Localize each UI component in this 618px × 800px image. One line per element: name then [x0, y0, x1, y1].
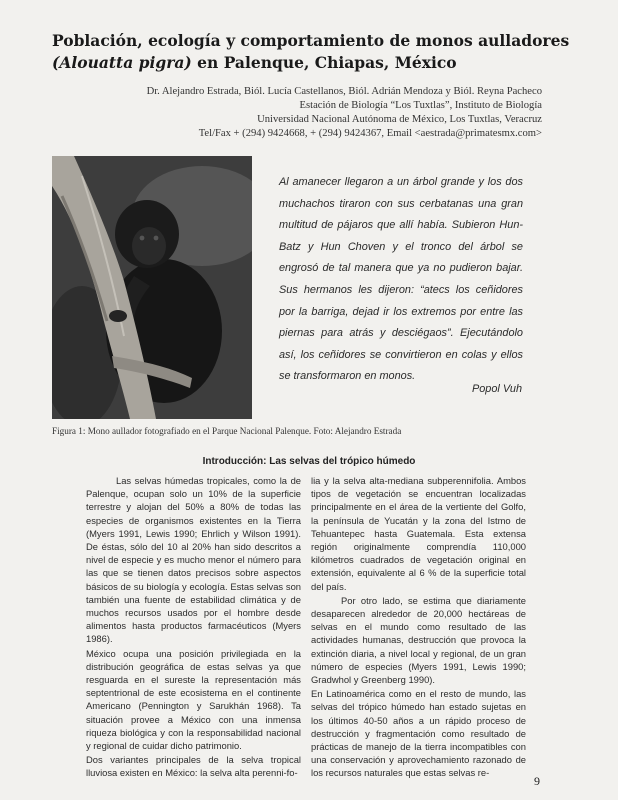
figure-caption: Figura 1: Mono aullador fotografiado en el Parque Nacional Palenque. Foto: Alejandro Estrada: [52, 426, 402, 436]
paragraph: Las selvas húmedas tropicales, como la de Palenque, ocupan solo un 10% de la superficie terrestre y alojan del 50% a 80% de todas las especies de organismos existentes en la Tierra (Myers 1991, Lewis 1990; Ehrlich y Wilson 1991). De éstas, sólo del 10 al 20% han sido descritos a nivel de especie y es mucho menor el número para las que se tienen datos precisos sobre aspectos básicos de su biología y ecología. Estas selvas son también una fuente de estabilidad climática y de muchos recursos usados por el hombre desde alimentos hasta productos farmacéuticos (Myers 1986).: [86, 475, 301, 645]
paragraph: En Latinoamérica como en el resto de mundo, las selvas del trópico húmedo han estado sujetas en los últimos 40-50 años a un rápido proceso de destrucción y fragmentación como resultado de prácticas de manejo de la tierra incompatibles con una conservación y aprovechamiento razonado de los recursos naturales que estas selvas re-: [311, 688, 526, 779]
title-line-1: Población, ecología y comportamiento de monos aulladores: [52, 31, 570, 50]
section-heading: Introducción: Las selvas del trópico húmedo: [202, 456, 416, 467]
paragraph: México ocupa una posición privilegiada en la distribución geográfica de estas selvas ya que resguarda en el sureste la representación más septentrional de este ecosistema en el continente Americano (Pennington y Sarukhán 1968). Ta situación provee a México con una inmensa riqueza biológica y con la responsabilidad nacional y regional de cuidar dicho patrimonio.: [86, 647, 301, 752]
title-species: (Alouatta pigra): [52, 53, 192, 72]
monkey-illustration: [52, 156, 252, 419]
paragraph: Por otro lado, se estima que diariamente desaparecen alrededor de 20,000 hectáreas de selvas en el mundo como resultado de las actividades humanas, destrucción que provoca la extinción diaria, a nivel local y regional, de un gran número de especies (Myers 1991, Lewis 1990; Gradwhol y Greenberg 1990).: [311, 594, 526, 686]
author-contact: Tel/Fax + (294) 9424668, + (294) 9424367, Email <aestrada@primatesmx.com>: [198, 128, 542, 139]
author-university: Universidad Nacional Autónoma de México, Los Tuxtlas, Veracruz: [257, 114, 542, 125]
howler-monkey-photo: [52, 156, 252, 419]
paragraph: Dos variantes principales de la selva tropical lluviosa existen en México: la selva alta perenni-fo-: [86, 754, 301, 779]
epigraph-source: Popol Vuh: [471, 383, 522, 395]
author-names: Dr. Alejandro Estrada, Biól. Lucía Castellanos, Biól. Adrián Mendoza y Biól. Reyna Pacheco: [146, 86, 542, 97]
author-station: Estación de Biología “Los Tuxtlas”, Instituto de Biología: [299, 100, 542, 111]
article-title: [52, 30, 572, 74]
title-line-2: en Palenque, Chiapas, México: [191, 53, 457, 72]
paragraph: lia y la selva alta-mediana subperennifolia. Ambos tipos de vegetación se encuentran localizadas principalmente en el área de la vertiente del Golfo, la península de Yucatán y la zona del Istmo de Tehuantepec hasta Guatemala. Esta extensa región originalmente comprendía 110,000 kilómetros cuadrados de vegetación original en extensión, equivalente al 6 % de la superficie total del país.: [311, 475, 526, 592]
body-column-right: [311, 474, 526, 781]
epigraph-quote: Al amanecer llegaron a un árbol grande y los dos muchachos tiraron con sus cerbatanas una gran multitud de pájaros que allí había. Subieron Hun-Batz y Hun Choven y el tronco del árbol se engrosó de tal manera que ya no pudieron bajar. Sus hermanos les dijeron: “atecs los ceñidores por la barriga, dejad ir los extremos por entre las piernas para atrás y desciégaos”. Ejecutándolo así, los ceñidores se convirtieron en colas y ellos se transformaron en monos.: [279, 176, 523, 383]
page-number: 9: [534, 774, 540, 788]
author-block: [42, 85, 542, 141]
body-column-left: [86, 474, 301, 781]
